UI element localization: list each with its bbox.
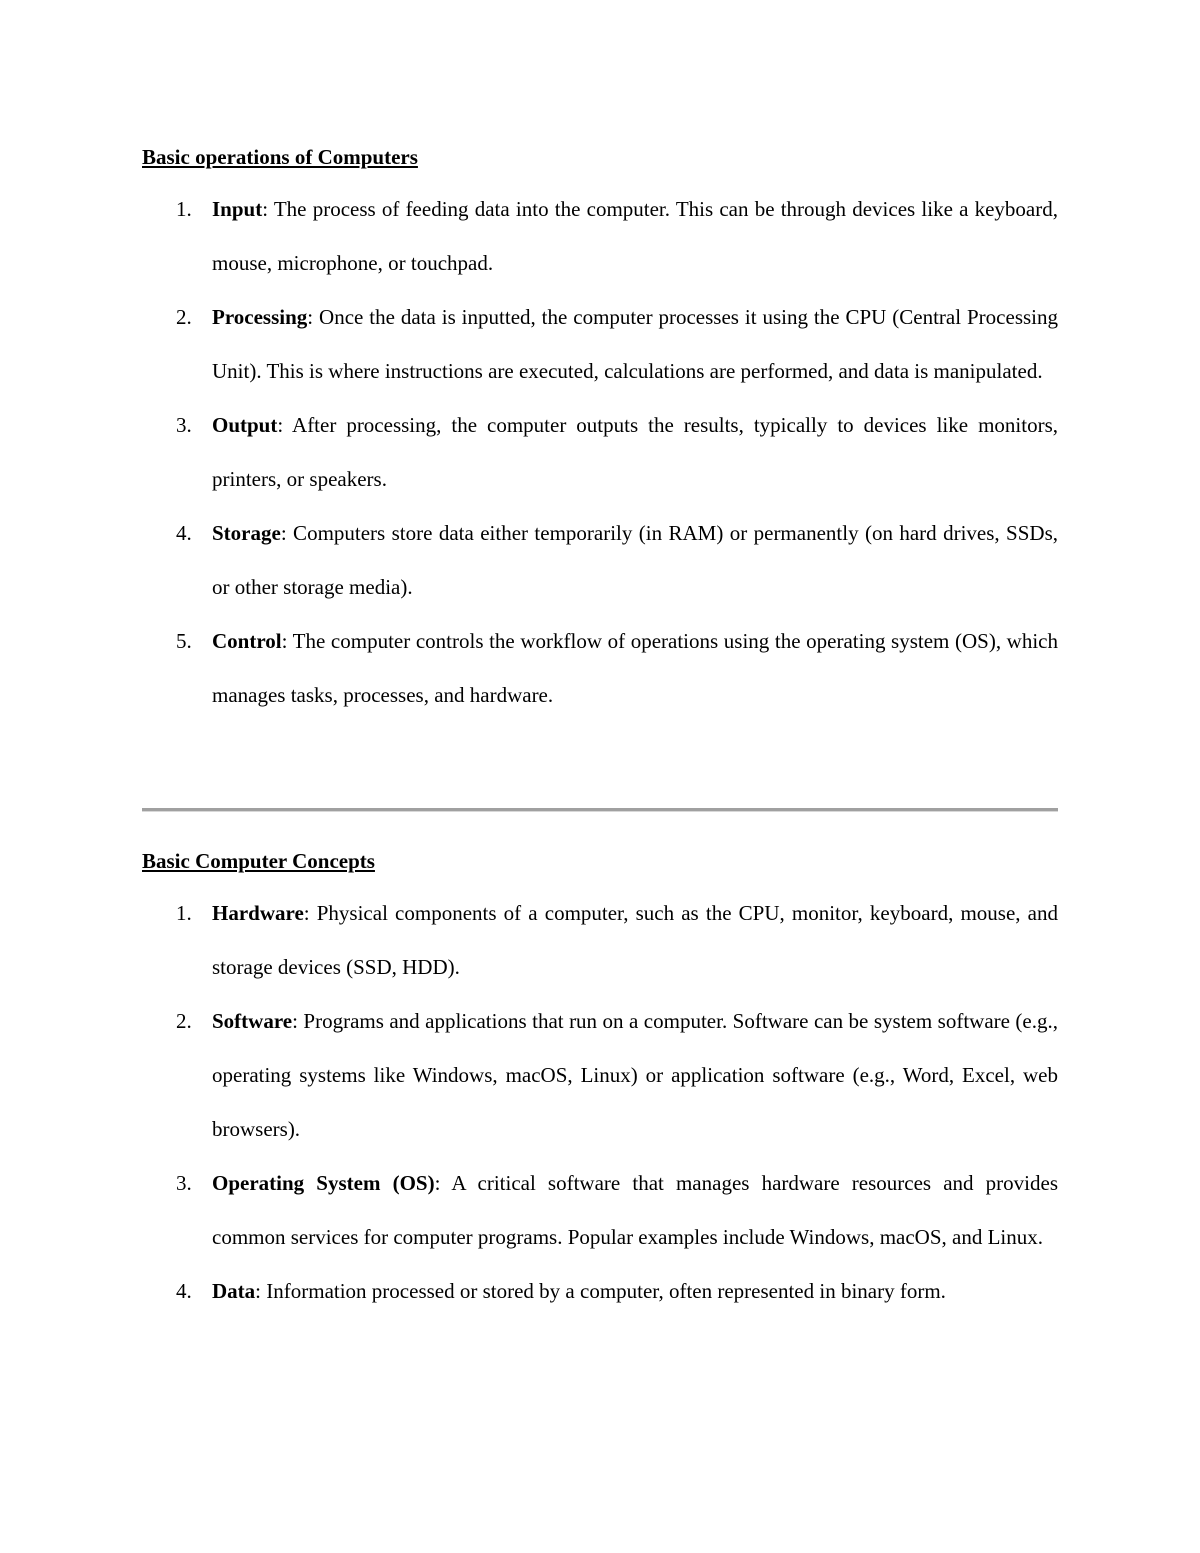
list-term: Input [212, 197, 263, 221]
list-item-output [142, 398, 1058, 506]
concepts-list [142, 886, 1058, 1318]
operations-list [142, 182, 1058, 722]
list-text: : Programs and applications that run on a computer. Software can be system software (e.g., operating systems like Windows, macOS, Linux) or application software (e.g., Word, Excel, web browsers). [212, 1009, 1058, 1141]
concepts-list-container [142, 886, 1058, 1318]
list-term: Operating System (OS) [212, 1171, 435, 1195]
list-number: 2. [176, 305, 192, 329]
list-item-processing [142, 290, 1058, 398]
list-item-storage [142, 506, 1058, 614]
list-number: 1. [176, 197, 192, 221]
list-item-input [142, 182, 1058, 290]
list-number: 3. [176, 1171, 192, 1195]
list-number: 2. [176, 1009, 192, 1033]
list-item-hardware [142, 886, 1058, 994]
list-number: 5. [176, 629, 192, 653]
list-number: 4. [176, 521, 192, 545]
list-term: Output [212, 413, 278, 437]
list-text: : Once the data is inputted, the computer processes it using the CPU (Central Processing Unit). This is where instructions are executed, calculations are performed, and data is manipulated. [212, 305, 1058, 383]
list-text: : After processing, the computer outputs the results, typically to devices like monitors, printers, or speakers. [212, 413, 1058, 491]
list-item-data [142, 1264, 1058, 1318]
section-heading-concepts: Basic Computer Concepts [142, 849, 375, 873]
section-operations [142, 142, 1058, 172]
section-heading-operations: Basic operations of Computers [142, 145, 418, 169]
list-text: : The process of feeding data into the computer. This can be through devices like a keyboard, mouse, microphone, or touchpad. [212, 197, 1058, 275]
list-term: Software [212, 1009, 293, 1033]
list-text: : A critical software that manages hardware resources and provides common services for computer programs. Popular examples include Windows, macOS, and Linux. [212, 1171, 1058, 1249]
list-term: Control [212, 629, 282, 653]
section-concepts [142, 846, 1058, 876]
list-term: Hardware [212, 901, 304, 925]
operations-list-container [142, 182, 1058, 722]
list-item-operating-system [142, 1156, 1058, 1264]
list-text: : The computer controls the workflow of operations using the operating system (OS), which manages tasks, processes, and hardware. [212, 629, 1058, 707]
list-text: : Information processed or stored by a computer, often represented in binary form. [255, 1279, 946, 1303]
list-term: Data [212, 1279, 256, 1303]
horizontal-divider [142, 808, 1058, 812]
list-item-software [142, 994, 1058, 1156]
list-number: 3. [176, 413, 192, 437]
list-number: 4. [176, 1279, 192, 1303]
list-text: : Physical components of a computer, such as the CPU, monitor, keyboard, mouse, and storage devices (SSD, HDD). [212, 901, 1058, 979]
list-term: Processing [212, 305, 308, 329]
list-term: Storage [212, 521, 281, 545]
list-item-control [142, 614, 1058, 722]
list-text: : Computers store data either temporarily (in RAM) or permanently (on hard drives, SSDs, or other storage media). [212, 521, 1058, 599]
list-number: 1. [176, 901, 192, 925]
